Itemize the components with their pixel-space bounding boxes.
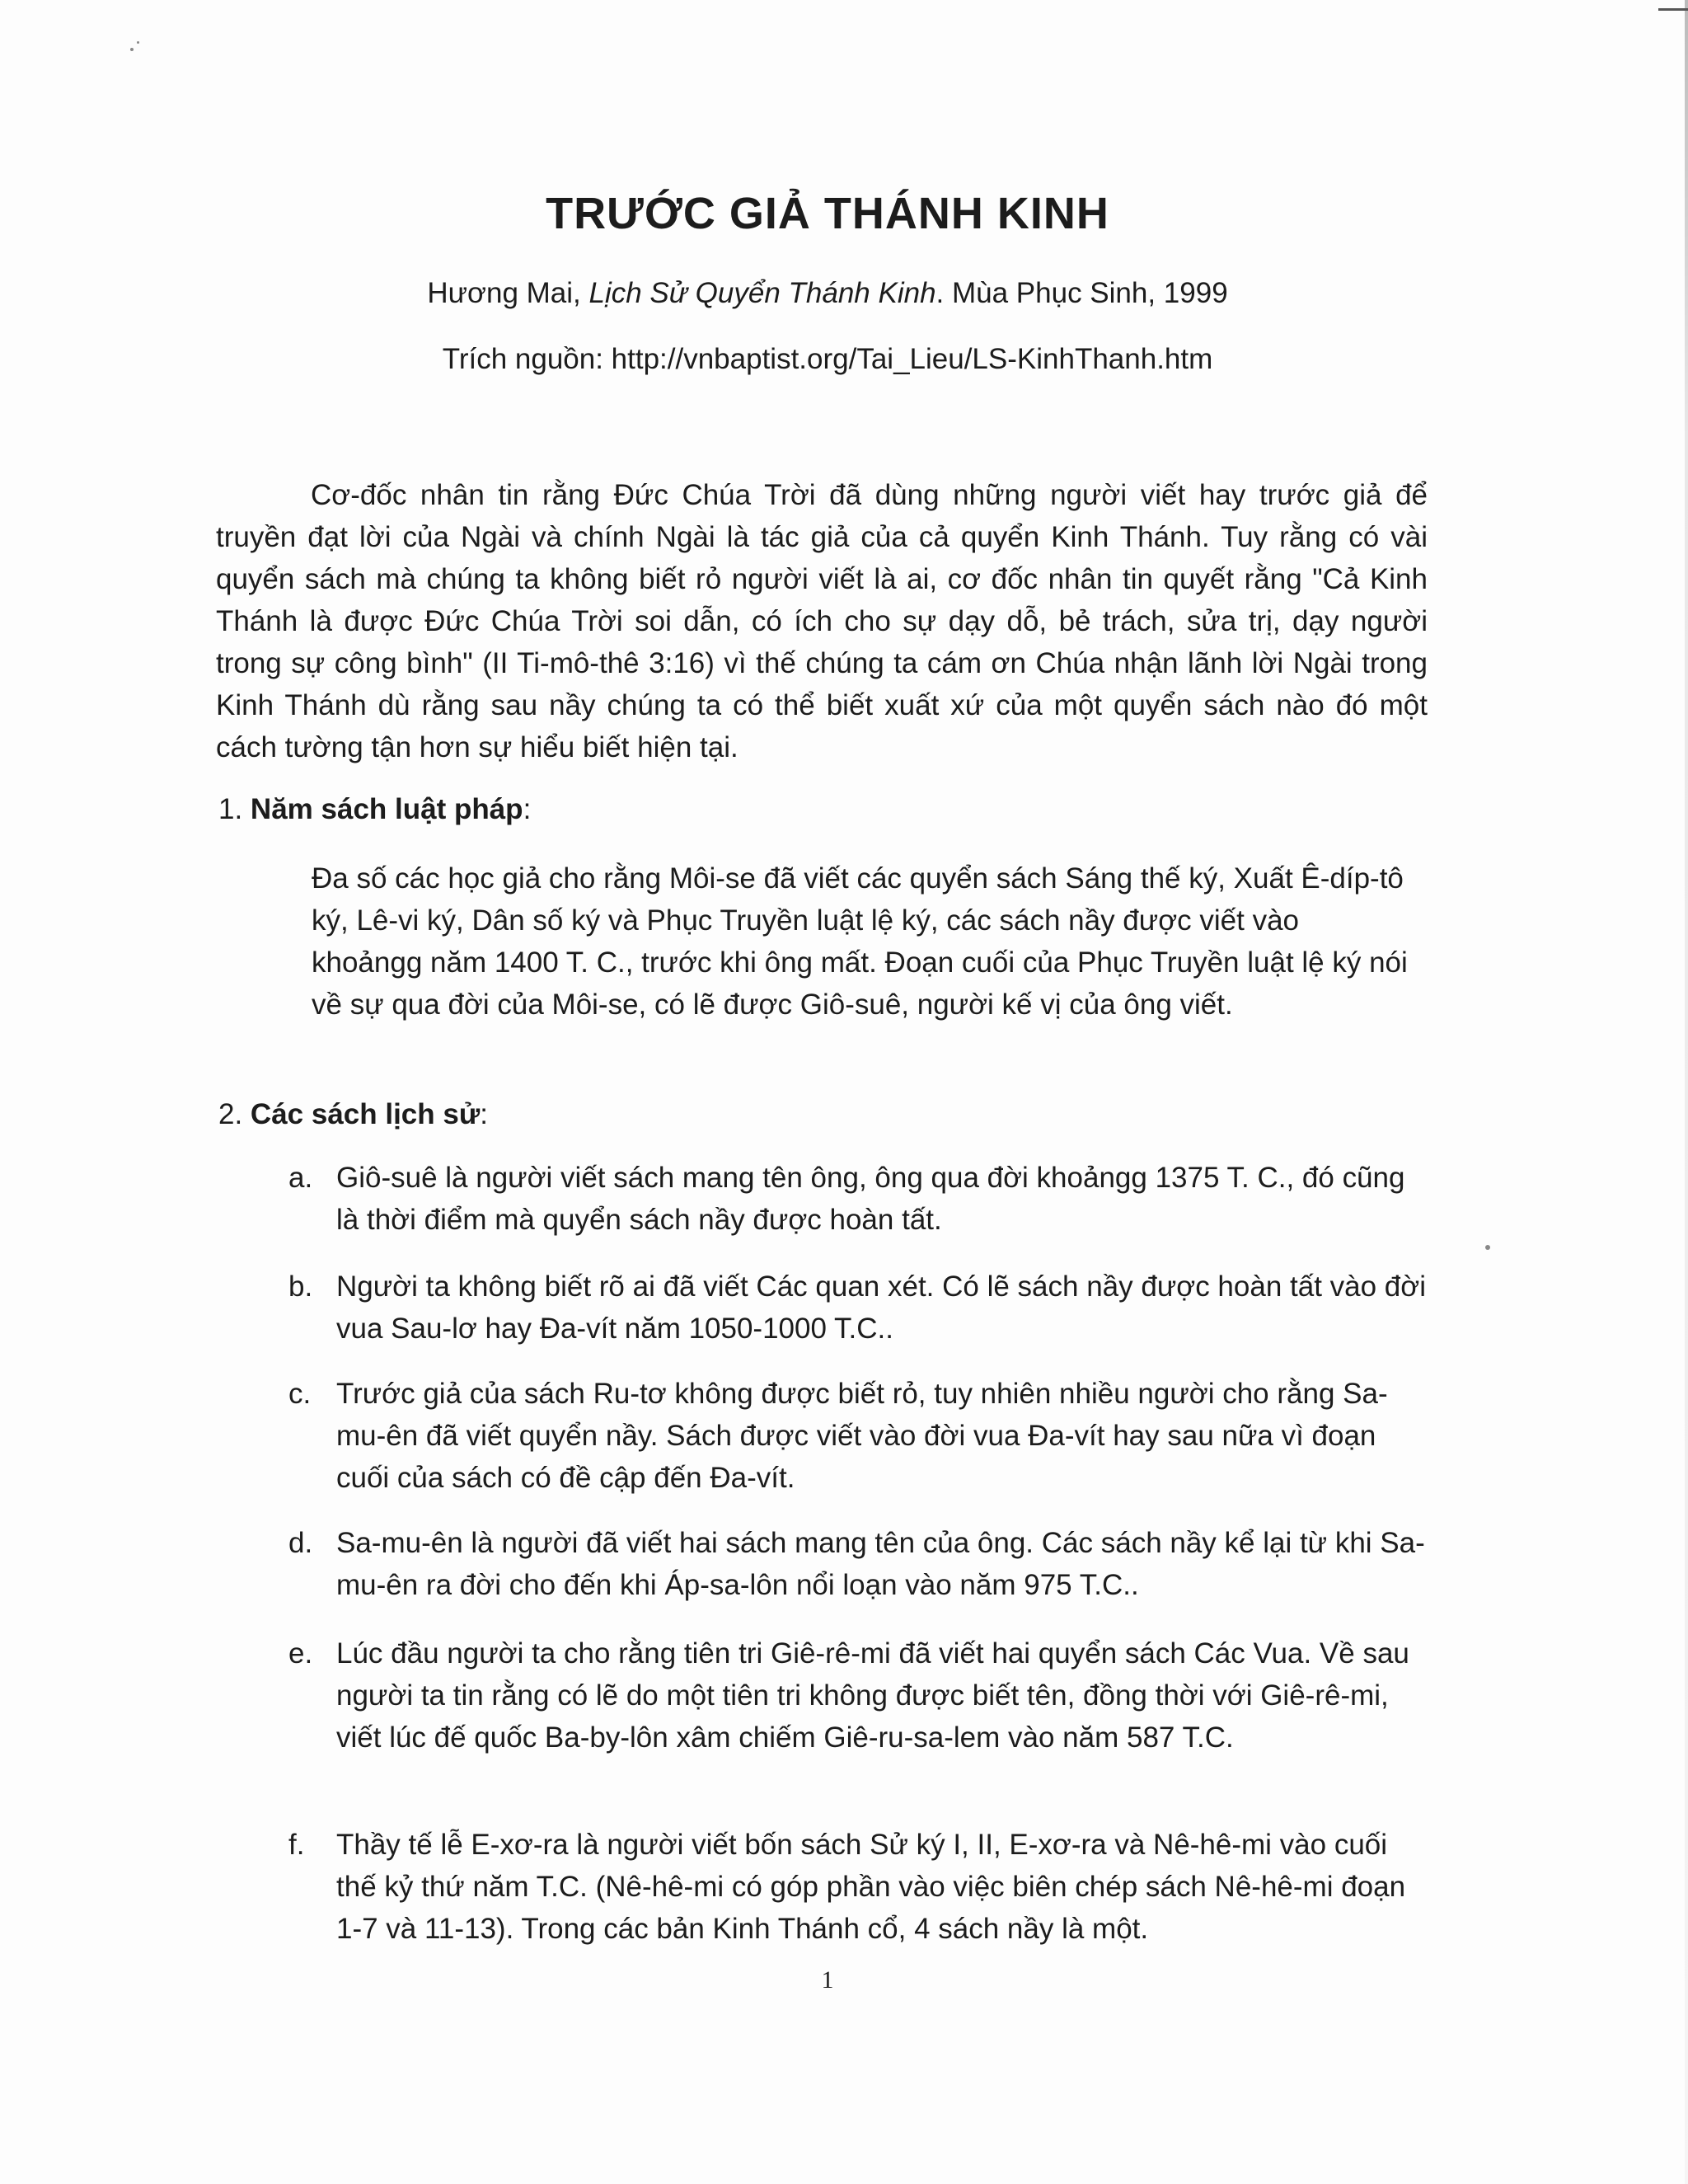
page-edge-shadow [1685, 0, 1688, 2184]
scan-speck [130, 48, 134, 51]
section-heading-law [218, 793, 531, 826]
list-item [288, 1266, 1434, 1350]
list-item-text: Người ta không biết rõ ai đã viết Các quan xét. Có lẽ sách nầy được hoàn tất vào đời vua Sau-lơ hay Đa-vít năm 1050-1000 T.C.. [336, 1270, 1427, 1345]
document-title: TRƯỚC GIẢ THÁNH KINH [546, 189, 1109, 238]
list-item [288, 1824, 1434, 1950]
source-line: Trích nguồn: http://vnbaptist.org/Tai_Lieu/LS-KinhThanh.htm [442, 343, 1213, 375]
list-marker: a. [288, 1162, 313, 1194]
scan-corner-mark [1658, 8, 1688, 11]
section-colon: : [480, 1098, 488, 1130]
list-marker: b. [288, 1270, 313, 1303]
intro-paragraph: Cơ-đốc nhân tin rằng Đức Chúa Trời đã dùng những người viết hay trước giả để truyền đạt lời của Ngài và chính Ngài là tác giả của cả quyển Kinh Thánh. Tuy rằng có vài quyển sách mà chúng ta không biết rỏ người viết là ai, cơ đốc nhân tin quyết rằng "Cả Kinh Thánh là được Đức Chúa Trời soi dẫn, có ích cho sự dạy dỗ, bẻ trách, sửa trị, dạy người trong sự công bình" (II Ti-mô-thê 3:16) vì thế chúng ta cám ơn Chúa nhận lãnh lời Ngài trong Kinh Thánh dù rằng sau nầy chúng ta có thể biết xuất xứ của một quyển sách nào đó một cách tường tận hơn sự hiểu biết hiện tại. [216, 479, 1428, 763]
list-item-text: Thầy tế lễ E-xơ-ra là người viết bốn sách Sử ký I, II, E-xơ-ra và Nê-hê-mi vào cuối thế kỷ thứ năm T.C. (Nê-hê-mi có góp phần vào việc biên chép sách Nê-hê-mi đoạn 1-7 và 11-13). Trong các bản Kinh Thánh cổ, 4 sách nầy là một. [336, 1829, 1406, 1945]
list-item-text: Lúc đầu người ta cho rằng tiên tri Giê-rê-mi đã viết hai quyển sách Các Vua. Về sau người ta tin rằng có lẽ do một tiên tri không được biết tên, đồng thời với Giê-rê-mi, viết lúc đế quốc Ba-by-lôn xâm chiếm Giê-ru-sa-lem vào năm 587 T.C. [336, 1637, 1409, 1754]
list-marker: e. [288, 1637, 313, 1670]
list-item [288, 1522, 1434, 1606]
citation-line [0, 277, 1655, 310]
citation-work-title: Lịch Sử Quyển Thánh Kinh [588, 277, 936, 309]
section-number: 1. [218, 793, 251, 825]
section-title: Các sách lịch sử [250, 1098, 481, 1130]
list-marker: d. [288, 1527, 313, 1559]
citation-author: Hương Mai, [427, 277, 589, 309]
list-item-text: Trước giả của sách Ru-tơ không được biết rỏ, tuy nhiên nhiều người cho rằng Sa-mu-ên đã viết quyển nầy. Sách được viết vào đời vua Đa-vít hay sau nữa vì đoạn cuối của sách có đề cập đến Đa-vít. [336, 1378, 1388, 1494]
section-colon: : [523, 793, 532, 825]
section-title: Năm sách luật pháp [250, 793, 523, 825]
list-item [288, 1632, 1434, 1759]
list-item-text: Sa-mu-ên là người đã viết hai sách mang tên của ông. Các sách nầy kể lại từ khi Sa-mu-ên ra đời cho đến khi Áp-sa-lôn nổi loạn vào năm 975 T.C.. [336, 1527, 1425, 1601]
section-number: 2. [218, 1098, 251, 1130]
citation-edition: . Mùa Phục Sinh, 1999 [935, 277, 1228, 309]
section-heading-history [218, 1098, 488, 1131]
list-item [288, 1157, 1434, 1241]
list-marker: f. [288, 1829, 305, 1861]
scan-speck [137, 41, 139, 44]
list-item [288, 1373, 1434, 1499]
page-number: 1 [821, 1966, 834, 1994]
list-marker: c. [288, 1378, 312, 1410]
scan-speck [1485, 1245, 1490, 1250]
section-law-body: Đa số các học giả cho rằng Môi-se đã viết các quyển sách Sáng thế ký, Xuất Ê-díp-tô ký, Lê-vi ký, Dân số ký và Phục Truyền luật lệ ký, các sách nầy được viết vào khoảngg năm 1400 T. C., trước khi ông mất. Đoạn cuối của Phục Truyền luật lệ ký nói về sự qua đời của Môi-se, có lẽ được Giô-suê, người kế vị của ông viết. [312, 862, 1408, 1021]
list-item-text: Giô-suê là người viết sách mang tên ông, ông qua đời khoảngg 1375 T. C., đó cũng là thời điểm mà quyển sách nầy được hoàn tất. [336, 1162, 1405, 1236]
